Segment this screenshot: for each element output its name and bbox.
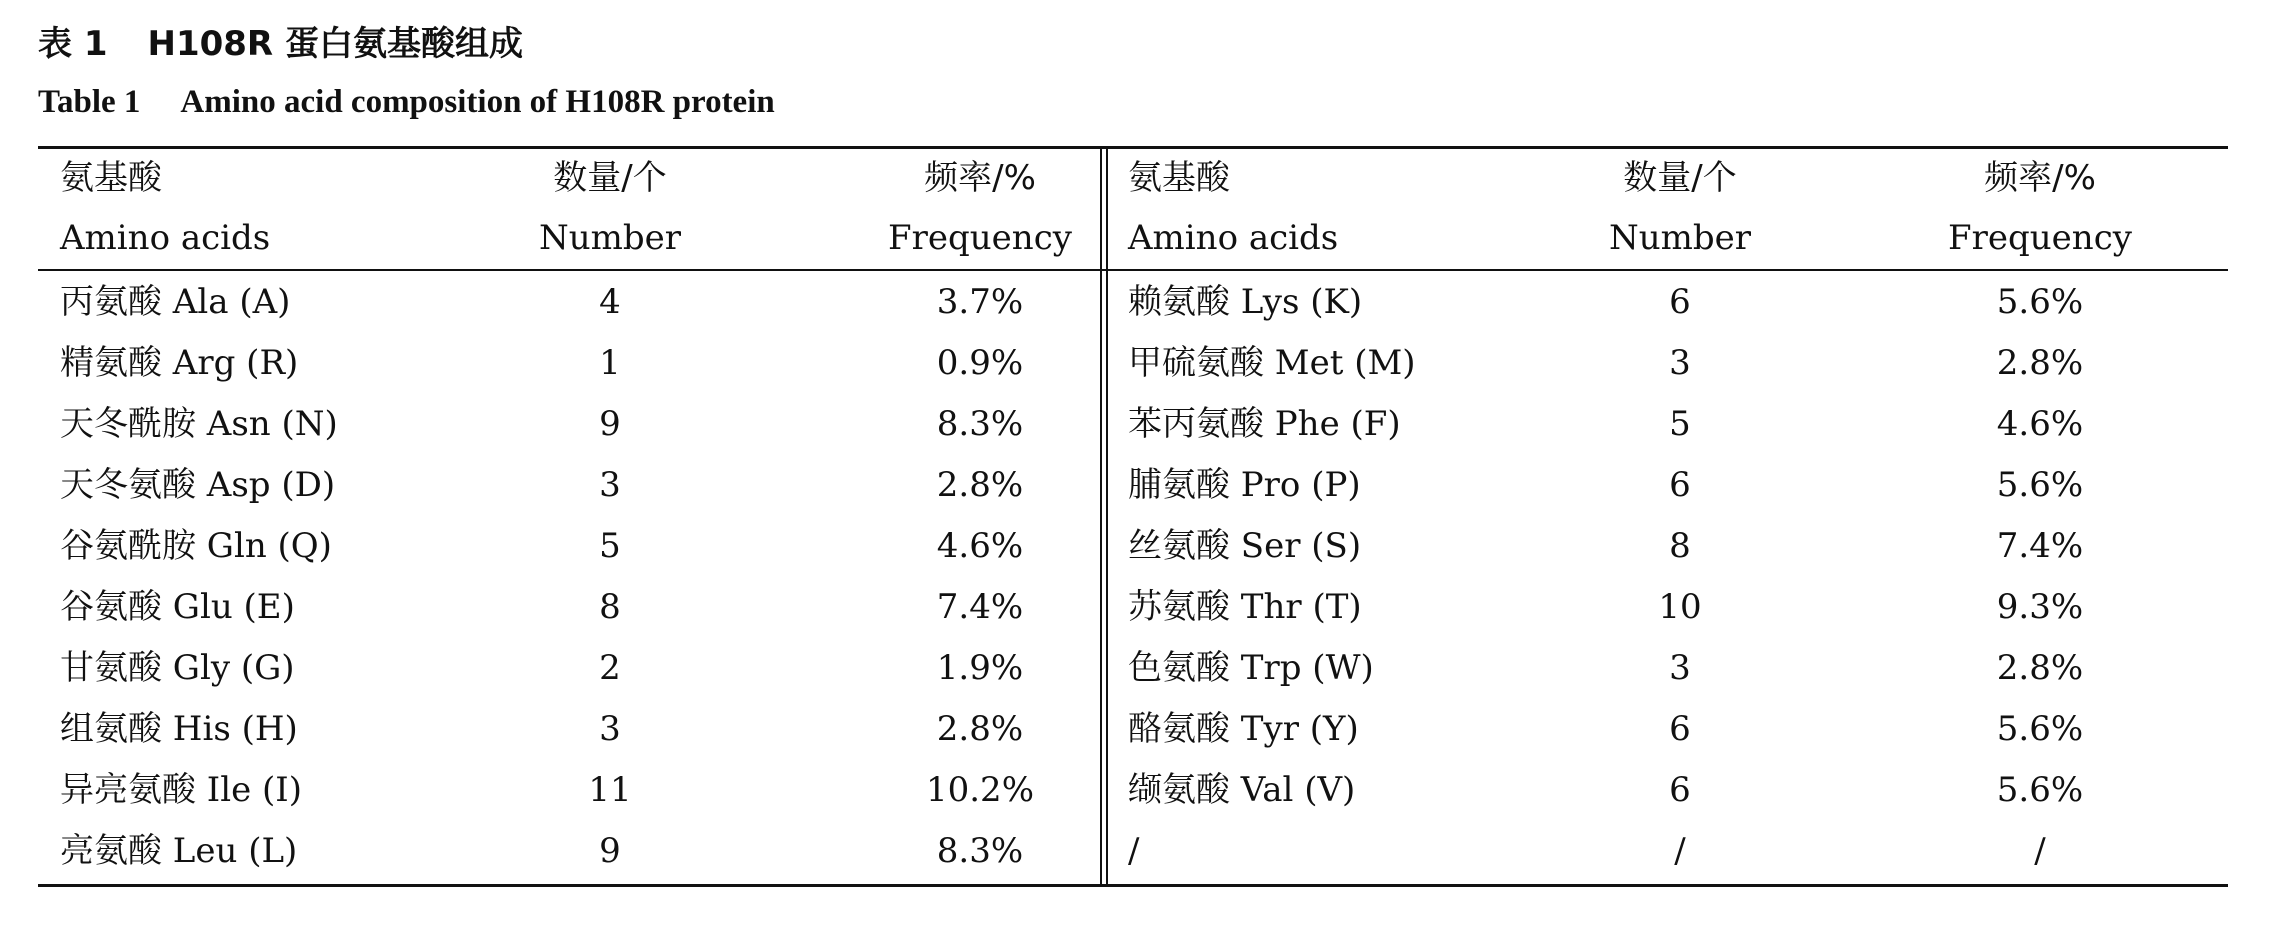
header-row-chinese: [0, 148, 2295, 208]
amino-acid-name-cell: 色氨酸 Trp (W): [1128, 648, 1374, 688]
column-header-amino-acid-cn-right: 氨基酸: [1128, 158, 1230, 198]
column-header-frequency-en-right: Frequency: [1948, 218, 2132, 258]
amino-acid-frequency-cell: 7.4%: [1996, 526, 2084, 566]
amino-acid-name-cell: 谷氨酰胺 Gln (Q): [60, 526, 332, 566]
table-caption-english: [38, 84, 775, 121]
amino-acid-frequency-cell: 5.6%: [1996, 770, 2084, 810]
amino-acid-number-cell: 6: [1669, 770, 1691, 810]
amino-acid-number-cell: 6: [1669, 282, 1691, 322]
amino-acid-name-cell: 丝氨酸 Ser (S): [1128, 526, 1362, 566]
amino-acid-number-cell: 8: [1669, 526, 1691, 566]
amino-acid-name-cell: 组氨酸 His (H): [60, 709, 298, 749]
amino-acid-frequency-cell: 4.6%: [1996, 404, 2084, 444]
column-header-frequency-cn-right: 频率/%: [1984, 158, 2096, 198]
table-row: [0, 272, 2295, 332]
table-title-chinese: H108R 蛋白氨基酸组成: [147, 24, 523, 64]
amino-acid-frequency-cell: 9.3%: [1996, 587, 2084, 627]
amino-acid-name-cell: 脯氨酸 Pro (P): [1128, 465, 1361, 505]
amino-acid-frequency-cell: 2.8%: [936, 709, 1024, 749]
column-header-amino-acid-en-right: Amino acids: [1128, 218, 1339, 258]
header-row-english: [0, 208, 2295, 268]
table-row: [0, 394, 2295, 454]
column-header-number-cn: 数量/个: [553, 158, 667, 198]
amino-acid-frequency-cell: 8.3%: [936, 404, 1024, 444]
amino-acid-name-cell: 甘氨酸 Gly (G): [60, 648, 295, 688]
column-header-frequency-en: Frequency: [888, 218, 1072, 258]
amino-acid-name-cell: 异亮氨酸 Ile (I): [60, 770, 303, 810]
column-header-number-en-right: Number: [1608, 218, 1752, 258]
amino-acid-number-cell: 1: [599, 343, 621, 383]
amino-acid-number-cell: 11: [588, 770, 632, 810]
empty-placeholder-cell: /: [1674, 831, 1686, 871]
amino-acid-name-cell: 苯丙氨酸 Phe (F): [1128, 404, 1401, 444]
table-row: [0, 760, 2295, 820]
column-header-frequency-cn: 频率/%: [924, 158, 1036, 198]
table-number-english: Table 1: [38, 84, 141, 120]
amino-acid-number-cell: 6: [1669, 465, 1691, 505]
amino-acid-number-cell: 3: [1669, 648, 1691, 688]
table-header-rule: [38, 269, 2228, 271]
amino-acid-frequency-cell: 5.6%: [1996, 709, 2084, 749]
amino-acid-name-cell: 亮氨酸 Leu (L): [60, 831, 298, 871]
empty-placeholder-cell: /: [1128, 831, 1140, 871]
column-header-amino-acid-cn: 氨基酸: [60, 158, 162, 198]
table-row: [0, 699, 2295, 759]
amino-acid-frequency-cell: 4.6%: [936, 526, 1024, 566]
table-row: [0, 455, 2295, 515]
amino-acid-number-cell: 2: [599, 648, 621, 688]
column-header-number-en: Number: [538, 218, 682, 258]
amino-acid-frequency-cell: 2.8%: [1996, 343, 2084, 383]
table-row: [0, 638, 2295, 698]
amino-acid-frequency-cell: 2.8%: [1996, 648, 2084, 688]
column-header-amino-acid-en: Amino acids: [60, 218, 271, 258]
table-row: [0, 577, 2295, 637]
column-header-number-cn-right: 数量/个: [1623, 158, 1737, 198]
table-row: [0, 333, 2295, 393]
table-row: [0, 516, 2295, 576]
amino-acid-name-cell: 酪氨酸 Tyr (Y): [1128, 709, 1359, 749]
table-caption-chinese: [38, 16, 523, 65]
amino-acid-number-cell: 5: [599, 526, 621, 566]
amino-acid-frequency-cell: 3.7%: [936, 282, 1024, 322]
table-title-english: Amino acid composition of H108R protein: [180, 84, 775, 120]
amino-acid-name-cell: 赖氨酸 Lys (K): [1128, 282, 1363, 322]
amino-acid-frequency-cell: 5.6%: [1996, 282, 2084, 322]
amino-acid-name-cell: 天冬酰胺 Asn (N): [60, 404, 338, 444]
empty-placeholder-cell: /: [2034, 831, 2046, 871]
amino-acid-name-cell: 精氨酸 Arg (R): [60, 343, 299, 383]
amino-acid-name-cell: 甲硫氨酸 Met (M): [1128, 343, 1416, 383]
amino-acid-name-cell: 缬氨酸 Val (V): [1128, 770, 1356, 810]
amino-acid-number-cell: 9: [599, 831, 621, 871]
amino-acid-number-cell: 3: [1669, 343, 1691, 383]
amino-acid-number-cell: 4: [599, 282, 621, 322]
amino-acid-frequency-cell: 10.2%: [925, 770, 1034, 810]
table-bottom-rule: [38, 884, 2228, 887]
amino-acid-number-cell: 3: [599, 709, 621, 749]
amino-acid-frequency-cell: 8.3%: [936, 831, 1024, 871]
amino-acid-number-cell: 5: [1669, 404, 1691, 444]
amino-acid-frequency-cell: 5.6%: [1996, 465, 2084, 505]
amino-acid-name-cell: 丙氨酸 Ala (A): [60, 282, 291, 322]
amino-acid-name-cell: 谷氨酸 Glu (E): [60, 587, 295, 627]
amino-acid-number-cell: 3: [599, 465, 621, 505]
amino-acid-number-cell: 9: [599, 404, 621, 444]
amino-acid-number-cell: 8: [599, 587, 621, 627]
amino-acid-number-cell: 6: [1669, 709, 1691, 749]
amino-acid-name-cell: 苏氨酸 Thr (T): [1128, 587, 1362, 627]
table-number-chinese: 表 1: [38, 24, 108, 64]
table-row: [0, 821, 2295, 881]
amino-acid-frequency-cell: 1.9%: [936, 648, 1024, 688]
amino-acid-frequency-cell: 2.8%: [936, 465, 1024, 505]
amino-acid-number-cell: 10: [1658, 587, 1702, 627]
amino-acid-frequency-cell: 0.9%: [936, 343, 1024, 383]
amino-acid-frequency-cell: 7.4%: [936, 587, 1024, 627]
amino-acid-name-cell: 天冬氨酸 Asp (D): [60, 465, 336, 505]
